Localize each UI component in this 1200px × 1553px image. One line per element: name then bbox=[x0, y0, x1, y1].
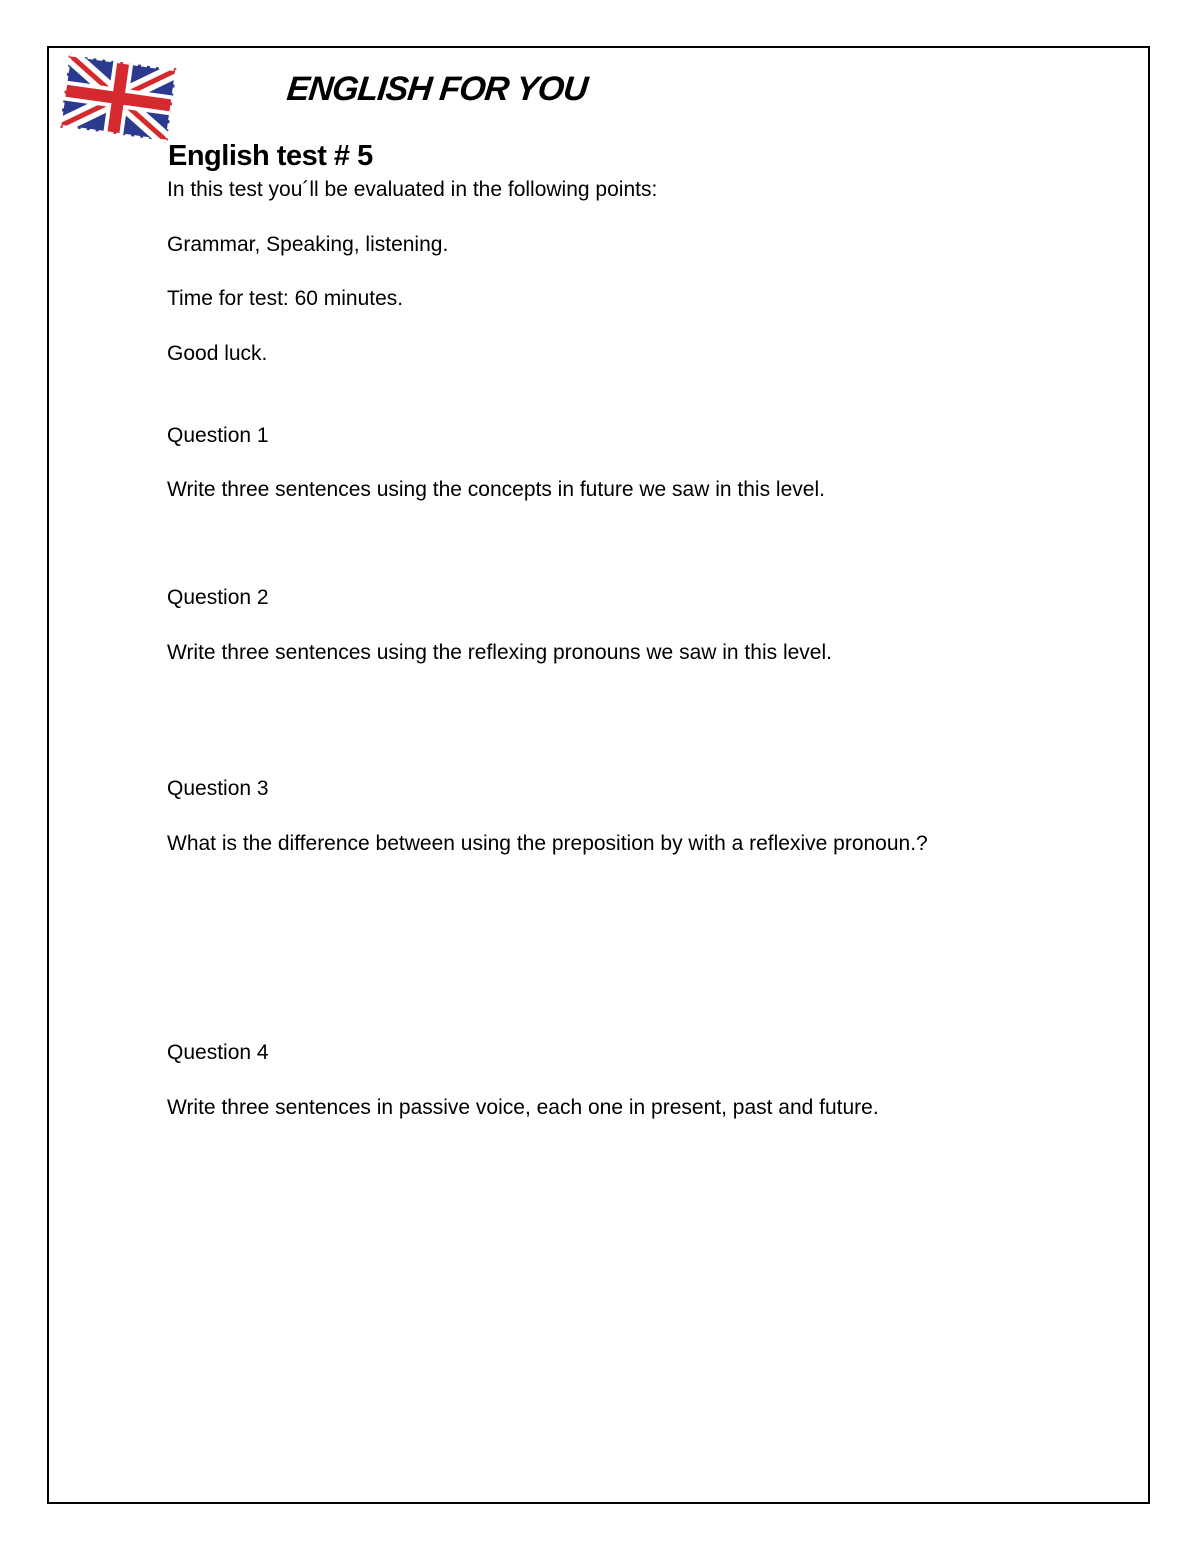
union-jack-flag-icon bbox=[58, 52, 178, 148]
evaluation-line: In this test you´ll be evaluated in the following points: bbox=[167, 178, 658, 201]
question-4-label: Question 4 bbox=[167, 1041, 269, 1064]
question-4-text: Write three sentences in passive voice, each one in present, past and future. bbox=[167, 1096, 879, 1119]
question-1-label: Question 1 bbox=[167, 424, 269, 447]
question-1-text: Write three sentences using the concepts in future we saw in this level. bbox=[167, 478, 825, 501]
time-for-test: Time for test: 60 minutes. bbox=[167, 287, 404, 310]
question-2-text: Write three sentences using the reflexing pronouns we saw in this level. bbox=[167, 641, 832, 664]
question-2-label: Question 2 bbox=[167, 586, 269, 609]
question-3-text: What is the difference between using the preposition by with a reflexive pronoun.? bbox=[167, 832, 928, 855]
evaluation-points: Grammar, Speaking, listening. bbox=[167, 233, 449, 256]
question-3-label: Question 3 bbox=[167, 777, 269, 800]
good-luck: Good luck. bbox=[167, 342, 268, 365]
brand-title: ENGLISH FOR YOU bbox=[285, 70, 589, 108]
test-title: English test # 5 bbox=[168, 140, 373, 172]
